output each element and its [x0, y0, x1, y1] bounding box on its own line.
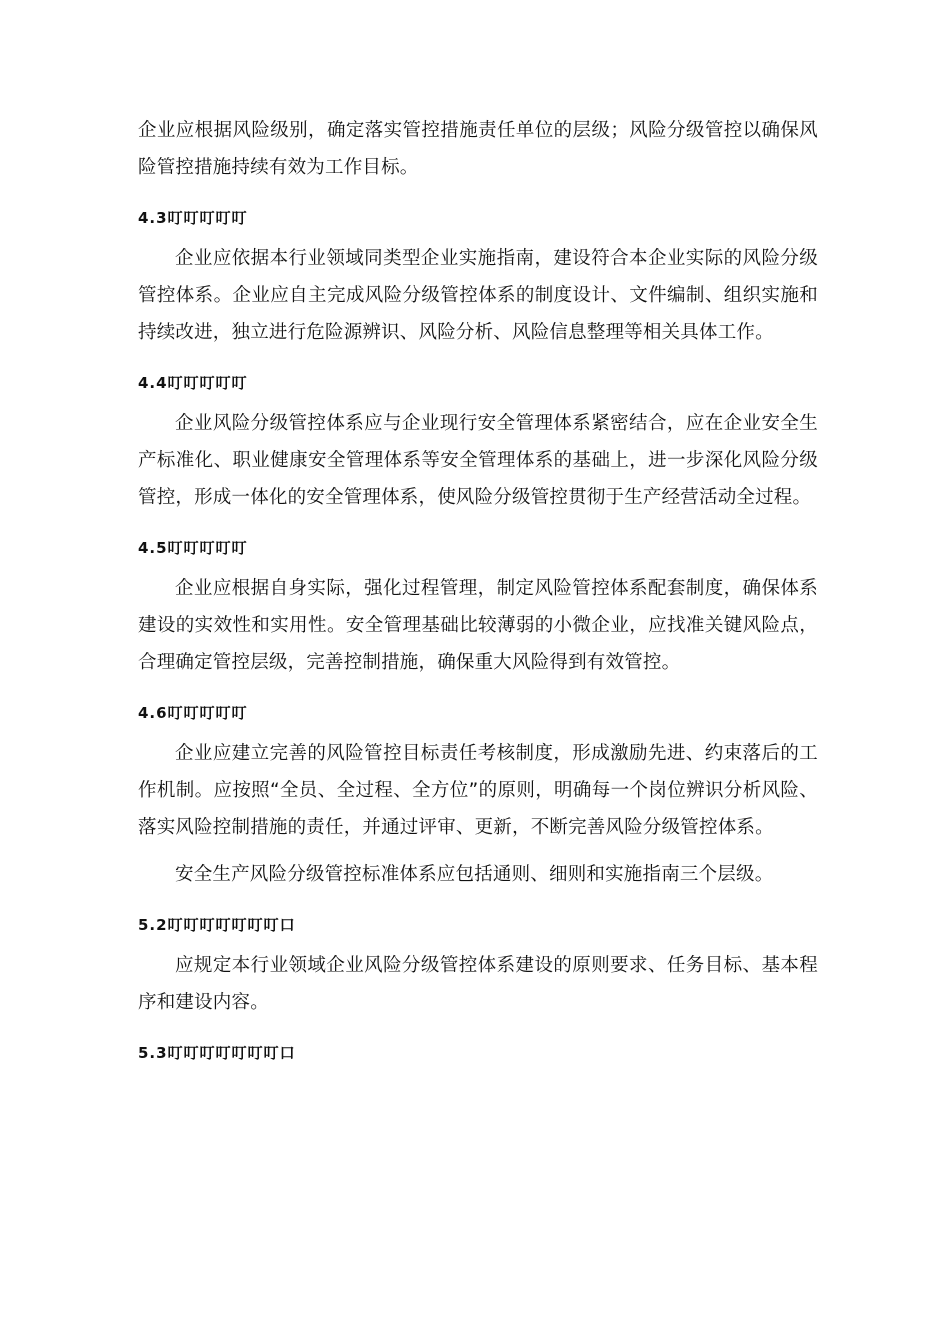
- section-heading-4-3: 4.3叮叮叮叮叮: [138, 209, 248, 227]
- section-heading-4-5: 4.5叮叮叮叮叮: [138, 539, 248, 557]
- section-heading-4-6: 4.6叮叮叮叮叮: [138, 704, 248, 722]
- paragraph-5: 安全生产风险分级管控标准体系应包括通则、细则和实施指南三个层级。: [175, 864, 774, 885]
- document-page: [138, 112, 818, 1075]
- paragraph-4-4: 企业风险分级管控体系应与企业现行安全管理体系紧密结合，应在企业安全生产标准化、职业健康安全管理体系等安全管理体系的基础上，进一步深化风险分级管控，形成一体化的安全管理体系，使风险分级管控贯彻于生产经营活动全过程。: [138, 413, 818, 508]
- section-heading-5-3: 5.3叮叮叮叮叮叮叮口: [138, 1044, 296, 1062]
- paragraph-4-3: 企业应依据本行业领域同类型企业实施指南，建设符合本企业实际的风险分级管控体系。企业应自主完成风险分级管控体系的制度设计、文件编制、组织实施和持续改进，独立进行危险源辨识、风险分析、风险信息整理等相关具体工作。: [138, 248, 818, 343]
- section-heading-5-2: 5.2叮叮叮叮叮叮叮口: [138, 916, 296, 934]
- paragraph-intro: 企业应根据风险级别，确定落实管控措施责任单位的层级；风险分级管控以确保风险管控措施持续有效为工作目标。: [138, 120, 818, 178]
- paragraph-4-5: 企业应根据自身实际，强化过程管理，制定风险管控体系配套制度，确保体系建设的实效性和实用性。安全管理基础比较薄弱的小微企业，应找准关键风险点，合理确定管控层级，完善控制措施，确保重大风险得到有效管控。: [138, 578, 818, 673]
- paragraph-5-2: 应规定本行业领域企业风险分级管控体系建设的原则要求、任务目标、基本程序和建设内容。: [138, 955, 818, 1013]
- paragraph-4-6: 企业应建立完善的风险管控目标责任考核制度，形成激励先进、约束落后的工作机制。应按照“全员、全过程、全方位”的原则，明确每一个岗位辨识分析风险、落实风险控制措施的责任，并通过评审、更新，不断完善风险分级管控体系。: [138, 743, 818, 838]
- section-heading-4-4: 4.4叮叮叮叮叮: [138, 374, 248, 392]
